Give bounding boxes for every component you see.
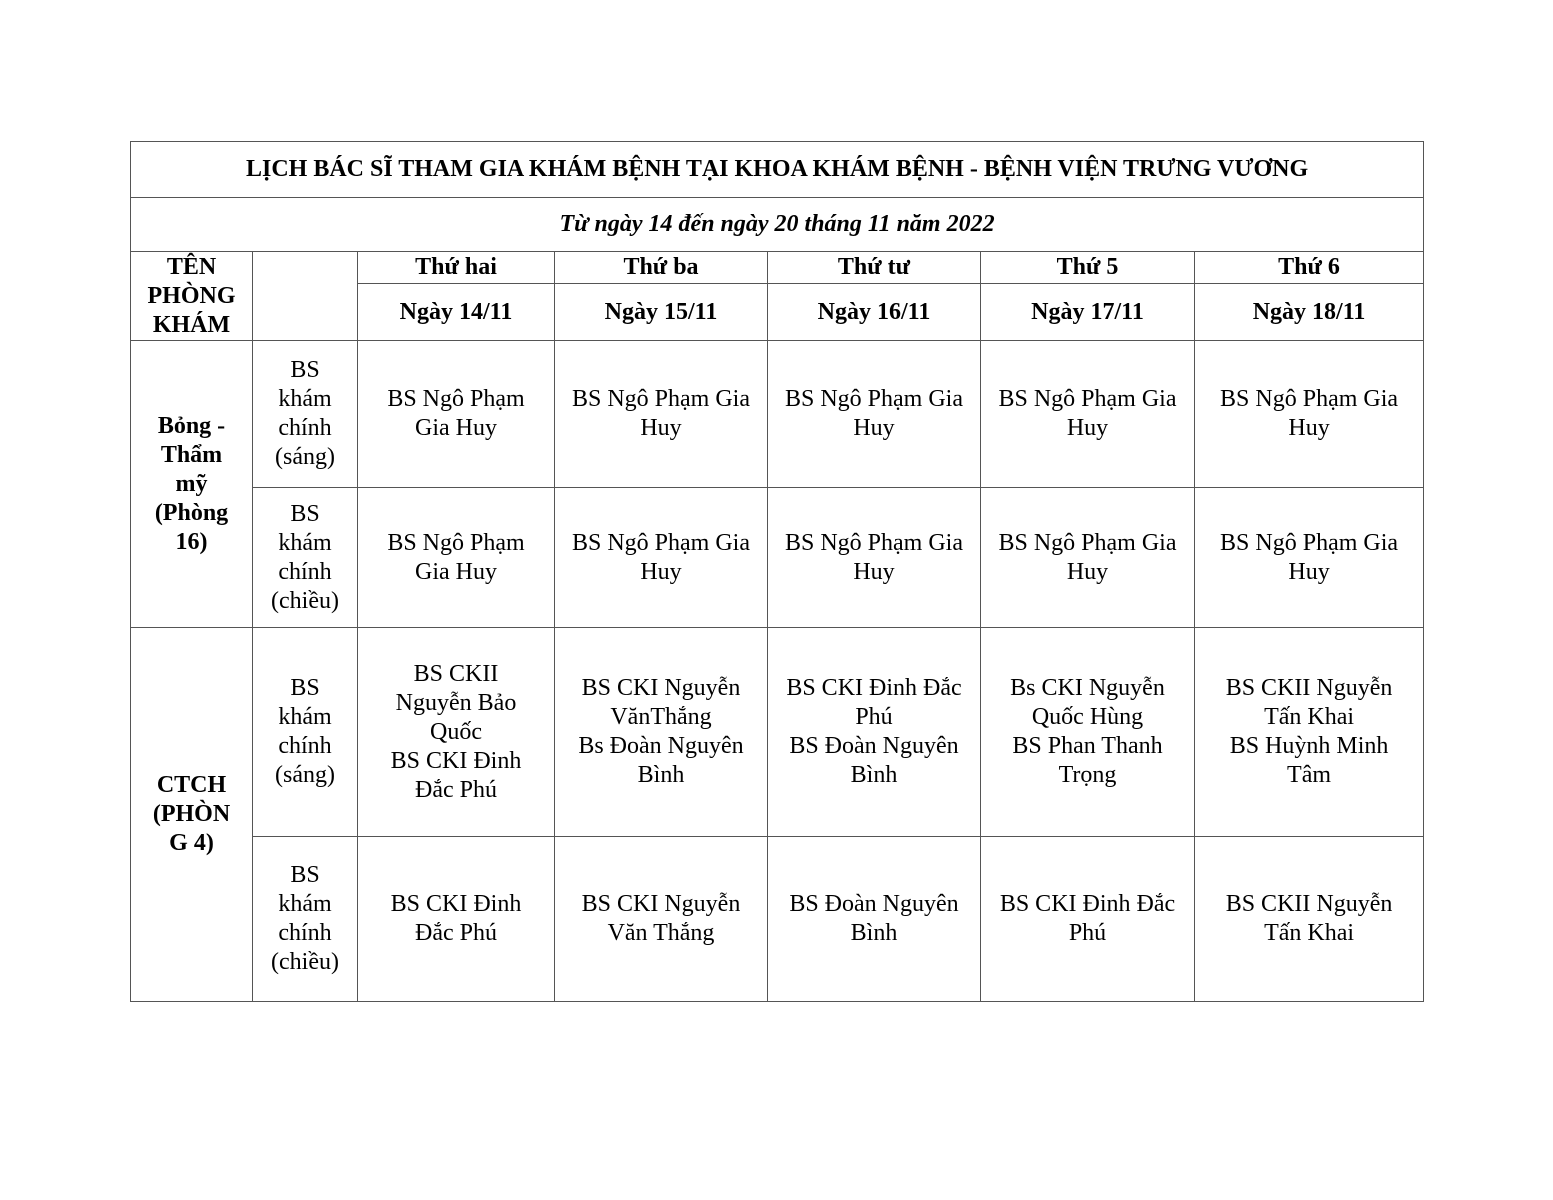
schedule-table	[130, 141, 1424, 1002]
table-row	[131, 837, 1424, 1002]
date-header: Ngày 17/11	[981, 284, 1195, 341]
doctor-cell: BS Ngô Phạm Gia Huy	[1195, 341, 1424, 488]
table-row	[131, 341, 1424, 488]
weekday-header: Thứ 6	[1195, 252, 1424, 284]
date-header: Ngày 14/11	[358, 284, 555, 341]
doctor-cell: Bs CKI Nguyễn Quốc Hùng BS Phan Thanh Trọng	[981, 628, 1195, 837]
date-header: Ngày 18/11	[1195, 284, 1424, 341]
schedule-title: LỊCH BÁC SĨ THAM GIA KHÁM BỆNH TẠI KHOA KHÁM BỆNH - BỆNH VIỆN TRƯNG VƯƠNG	[131, 142, 1424, 198]
shift-column-header	[253, 252, 358, 341]
doctor-cell: BS CKII Nguyễn Tấn Khai	[1195, 837, 1424, 1002]
room-name-cell: Bỏng - Thẩm mỹ (Phòng 16)	[131, 341, 253, 628]
doctor-cell: BS Ngô Phạm Gia Huy	[768, 488, 981, 628]
doctor-cell: BS Đoàn Nguyên Bình	[768, 837, 981, 1002]
doctor-cell: BS Ngô Phạm Gia Huy	[358, 488, 555, 628]
weekday-header: Thứ 5	[981, 252, 1195, 284]
shift-label-cell: BS khám chính (sáng)	[253, 341, 358, 488]
doctor-cell: BS Ngô Phạm Gia Huy	[768, 341, 981, 488]
doctor-cell: BS CKII Nguyễn Bảo Quốc BS CKI Đinh Đắc Phú	[358, 628, 555, 837]
room-name-cell: CTCH (PHÒN G 4)	[131, 628, 253, 1002]
doctor-cell: BS CKI Nguyễn Văn Thắng	[555, 837, 768, 1002]
doctor-cell: BS CKI Đinh Đắc Phú	[358, 837, 555, 1002]
doctor-cell: BS CKII Nguyễn Tấn Khai BS Huỳnh Minh Tâm	[1195, 628, 1424, 837]
weekday-header: Thứ ba	[555, 252, 768, 284]
weekday-header: Thứ tư	[768, 252, 981, 284]
doctor-cell: BS Ngô Phạm Gia Huy	[358, 341, 555, 488]
doctor-cell: BS Ngô Phạm Gia Huy	[1195, 488, 1424, 628]
doctor-cell: BS Ngô Phạm Gia Huy	[555, 341, 768, 488]
doctor-cell: BS CKI Đinh Đắc Phú BS Đoàn Nguyên Bình	[768, 628, 981, 837]
shift-label-cell: BS khám chính (sáng)	[253, 628, 358, 837]
shift-label-cell: BS khám chính (chiều)	[253, 837, 358, 1002]
doctor-cell: BS CKI Nguyễn VănThắng Bs Đoàn Nguyên Bình	[555, 628, 768, 837]
doctor-cell: BS Ngô Phạm Gia Huy	[981, 341, 1195, 488]
date-header: Ngày 15/11	[555, 284, 768, 341]
room-column-header: TÊN PHÒNG KHÁM	[131, 252, 253, 341]
doctor-cell: BS CKI Đinh Đắc Phú	[981, 837, 1195, 1002]
weekday-header: Thứ hai	[358, 252, 555, 284]
shift-label-cell: BS khám chính (chiều)	[253, 488, 358, 628]
table-row	[131, 628, 1424, 837]
date-header: Ngày 16/11	[768, 284, 981, 341]
doctor-cell: BS Ngô Phạm Gia Huy	[981, 488, 1195, 628]
schedule-date-range: Từ ngày 14 đến ngày 20 tháng 11 năm 2022	[131, 198, 1424, 252]
table-row	[131, 488, 1424, 628]
doctor-cell: BS Ngô Phạm Gia Huy	[555, 488, 768, 628]
